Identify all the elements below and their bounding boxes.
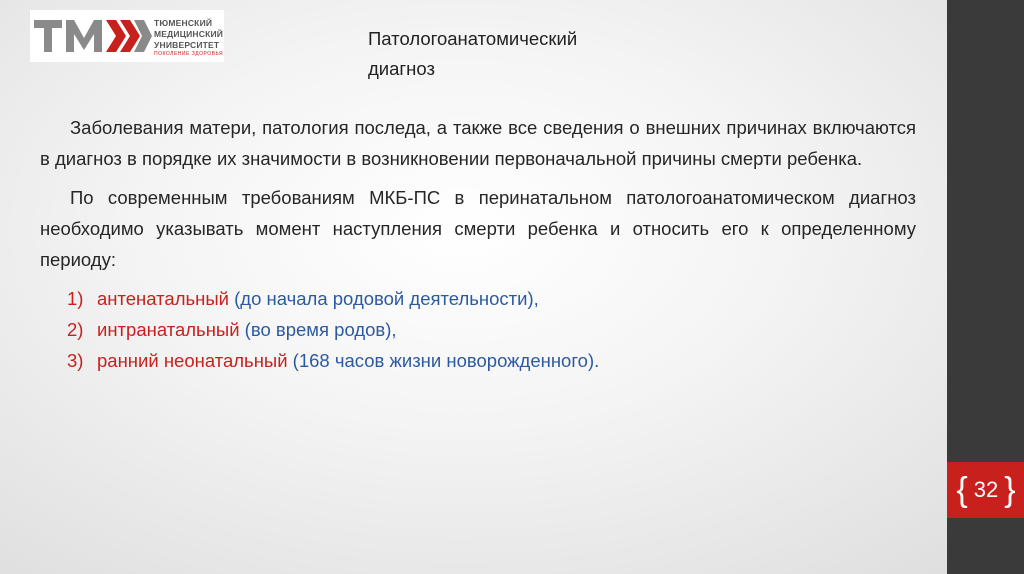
list-item	[40, 314, 916, 345]
list-number: 3)	[67, 350, 84, 371]
list-item	[40, 345, 916, 376]
right-brace-icon: }	[1004, 471, 1016, 509]
list-number: 1)	[67, 288, 84, 309]
list-item	[40, 283, 916, 314]
logo-text	[154, 18, 223, 51]
title-line: Патологоанатомический	[368, 28, 578, 49]
paragraph: Заболевания матери, патология последа, а также все сведения о внешних причинах включаются в диагноз в порядке их значимости в возникновении первоначальной причины смерти ребенка.	[40, 117, 916, 169]
page-number	[955, 470, 1017, 510]
logo-tagline: ПОКОЛЕНИЕ ЗДОРОВЬЯ	[154, 51, 224, 57]
logo-line: МЕДИЦИНСКИЙ	[154, 29, 224, 39]
list-number: 2)	[67, 319, 84, 340]
logo-line: ТЮМЕНСКИЙ	[154, 18, 213, 28]
slide-body	[40, 112, 916, 376]
period-note: (до начала родовой деятельности),	[229, 288, 539, 309]
period-term: антенатальный	[97, 288, 229, 309]
logo-mark-icon	[34, 14, 152, 58]
left-brace-icon: {	[956, 471, 968, 509]
period-note: (168 часов жизни новорожденного).	[287, 350, 600, 371]
period-term: ранний неонатальный	[97, 350, 288, 371]
period-note: (во время родов),	[239, 319, 397, 340]
paragraph: По современным требованиям МКБ-ПС в перинатальном патологоанатомическом диагноз необходимо указывать момент наступления смерти ребенка и относить его к определенному периоду:	[40, 187, 916, 270]
periods-list	[40, 283, 916, 376]
page-number-value: 32	[973, 477, 999, 502]
period-term: интранатальный	[97, 319, 240, 340]
title-line: диагноз	[368, 58, 435, 79]
slide-title	[368, 24, 698, 84]
university-logo	[30, 10, 224, 62]
logo-line: УНИВЕРСИТЕТ	[154, 40, 220, 50]
